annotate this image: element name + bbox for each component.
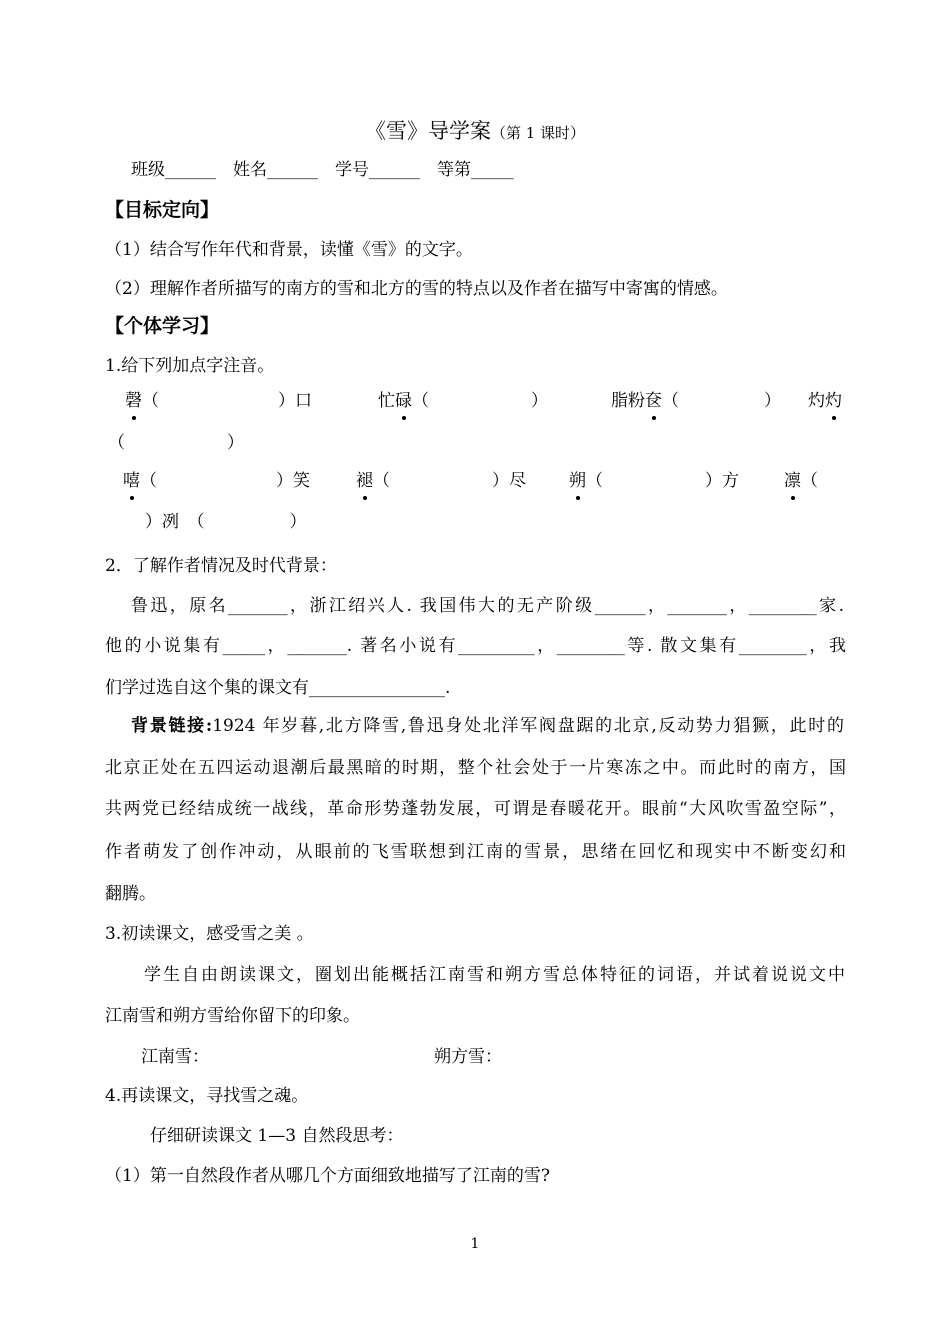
goal-item-2: （2）理解作者所描写的南方的雪和北方的雪的特点以及作者在描写中寄寓的情感。 (105, 279, 728, 299)
student-info-line: 班级______ 姓名______ 学号______ 等第_____ (131, 160, 514, 180)
answer-blank[interactable]: （ ）笑 (140, 471, 310, 491)
page-title (0, 117, 950, 147)
dotted-char: 奁 (645, 391, 662, 411)
pinyin-item (123, 469, 310, 493)
background-paragraph-line: 翻腾。 (105, 884, 156, 904)
background-paragraph-line: 共两党已经结成统一战线，革命形势蓬勃发展，可谓是春暖花开。眼前“大风吹雪盈空际”， (105, 799, 846, 819)
answer-blank[interactable]: （ ）方 (586, 471, 739, 491)
answer-blank-continued[interactable]: （ ） (108, 433, 244, 453)
dotted-char: 凛 (784, 471, 801, 491)
shuofang-snow-label: 朔方雪： (434, 1047, 502, 1067)
background-paragraph-line: 作者萌发了创作冲动，从眼前的飞雪联想到江南的雪景，思绪在回忆和现实中不断变幻和 (105, 842, 846, 862)
pinyin-item: 忙碌（ ） (378, 391, 548, 411)
dotted-char: 褪 (356, 471, 373, 491)
pinyin-item (125, 389, 312, 413)
section-heading-individual-study: 【个体学习】 (105, 315, 220, 337)
background-label: 背景链接: (131, 716, 213, 736)
goal-item-1: （1）结合写作年代和背景，读懂《雪》的文字。 (105, 240, 473, 260)
section-heading-goals: 【目标定向】 (105, 199, 220, 221)
answer-blank-continued[interactable]: ）冽 （ ） (128, 512, 307, 532)
question-4-sub-1: （1）第一自然段作者从哪几个方面细致地描写了江南的雪? (105, 1166, 550, 1186)
answer-blank[interactable]: （ ） (412, 391, 548, 411)
answer-blank[interactable]: （ ）尽 (373, 471, 526, 491)
dotted-char: 碌 (395, 391, 412, 411)
title-sub: （第 1 课时） (490, 124, 586, 142)
pinyin-item (784, 469, 818, 493)
pinyin-item (356, 469, 526, 493)
fill-in-line: 们学过选自这个集的课文有________________. (105, 678, 451, 698)
title-main: 《雪》导学案 (364, 119, 491, 143)
jiangnan-snow-label: 江南雪： (141, 1047, 209, 1067)
dotted-char: 朔 (569, 471, 586, 491)
answer-blank[interactable]: （ (801, 471, 818, 491)
question-4-intro: 仔细研读课文 1—3 自然段思考： (150, 1126, 404, 1146)
dotted-char: 灼 (825, 391, 842, 411)
question-3-text: 学生自由朗读课文，圈划出能概括江南雪和朔方雪总体特征的词语，并试着说说文中 (144, 965, 845, 985)
question-3-text: 江南雪和朔方雪给你留下的印象。 (105, 1006, 360, 1026)
dotted-char: 嘻 (123, 471, 140, 491)
pinyin-item (569, 469, 739, 493)
background-paragraph-line: 北京正处在五四运动退潮后最黑暗的时期，整个社会处于一片寒冻之中。而此时的南方，国 (105, 758, 846, 778)
fill-in-line: 他的小说集有_____，_______. 著名小说有_________，________等. 散文集有________，我 (105, 636, 846, 656)
page-number: 1 (470, 1236, 480, 1252)
pinyin-item: 灼灼 (808, 391, 842, 411)
question-4-title: 4.再读课文，寻找雪之魂。 (105, 1086, 309, 1106)
answer-blank[interactable]: （ ）口 (142, 391, 312, 411)
answer-blank[interactable]: （ ） (662, 391, 781, 411)
question-1-title: 1.给下列加点字注音。 (105, 356, 275, 376)
background-paragraph-line: 背景链接:1924 年岁暮,北方降雪,鲁迅身处北洋军阀盘踞的北京,反动势力猖獗，此时的 (131, 716, 844, 736)
pinyin-item: 脂粉奁（ ） (611, 391, 781, 411)
fill-in-line: 鲁迅，原名_______，浙江绍兴人. 我国伟大的无产阶级______，_______，________家. (131, 596, 844, 616)
dotted-char: 磬 (125, 391, 142, 411)
question-2-title: 2．了解作者情况及时代背景： (105, 556, 337, 576)
question-3-title: 3.初读课文，感受雪之美 。 (105, 924, 314, 944)
